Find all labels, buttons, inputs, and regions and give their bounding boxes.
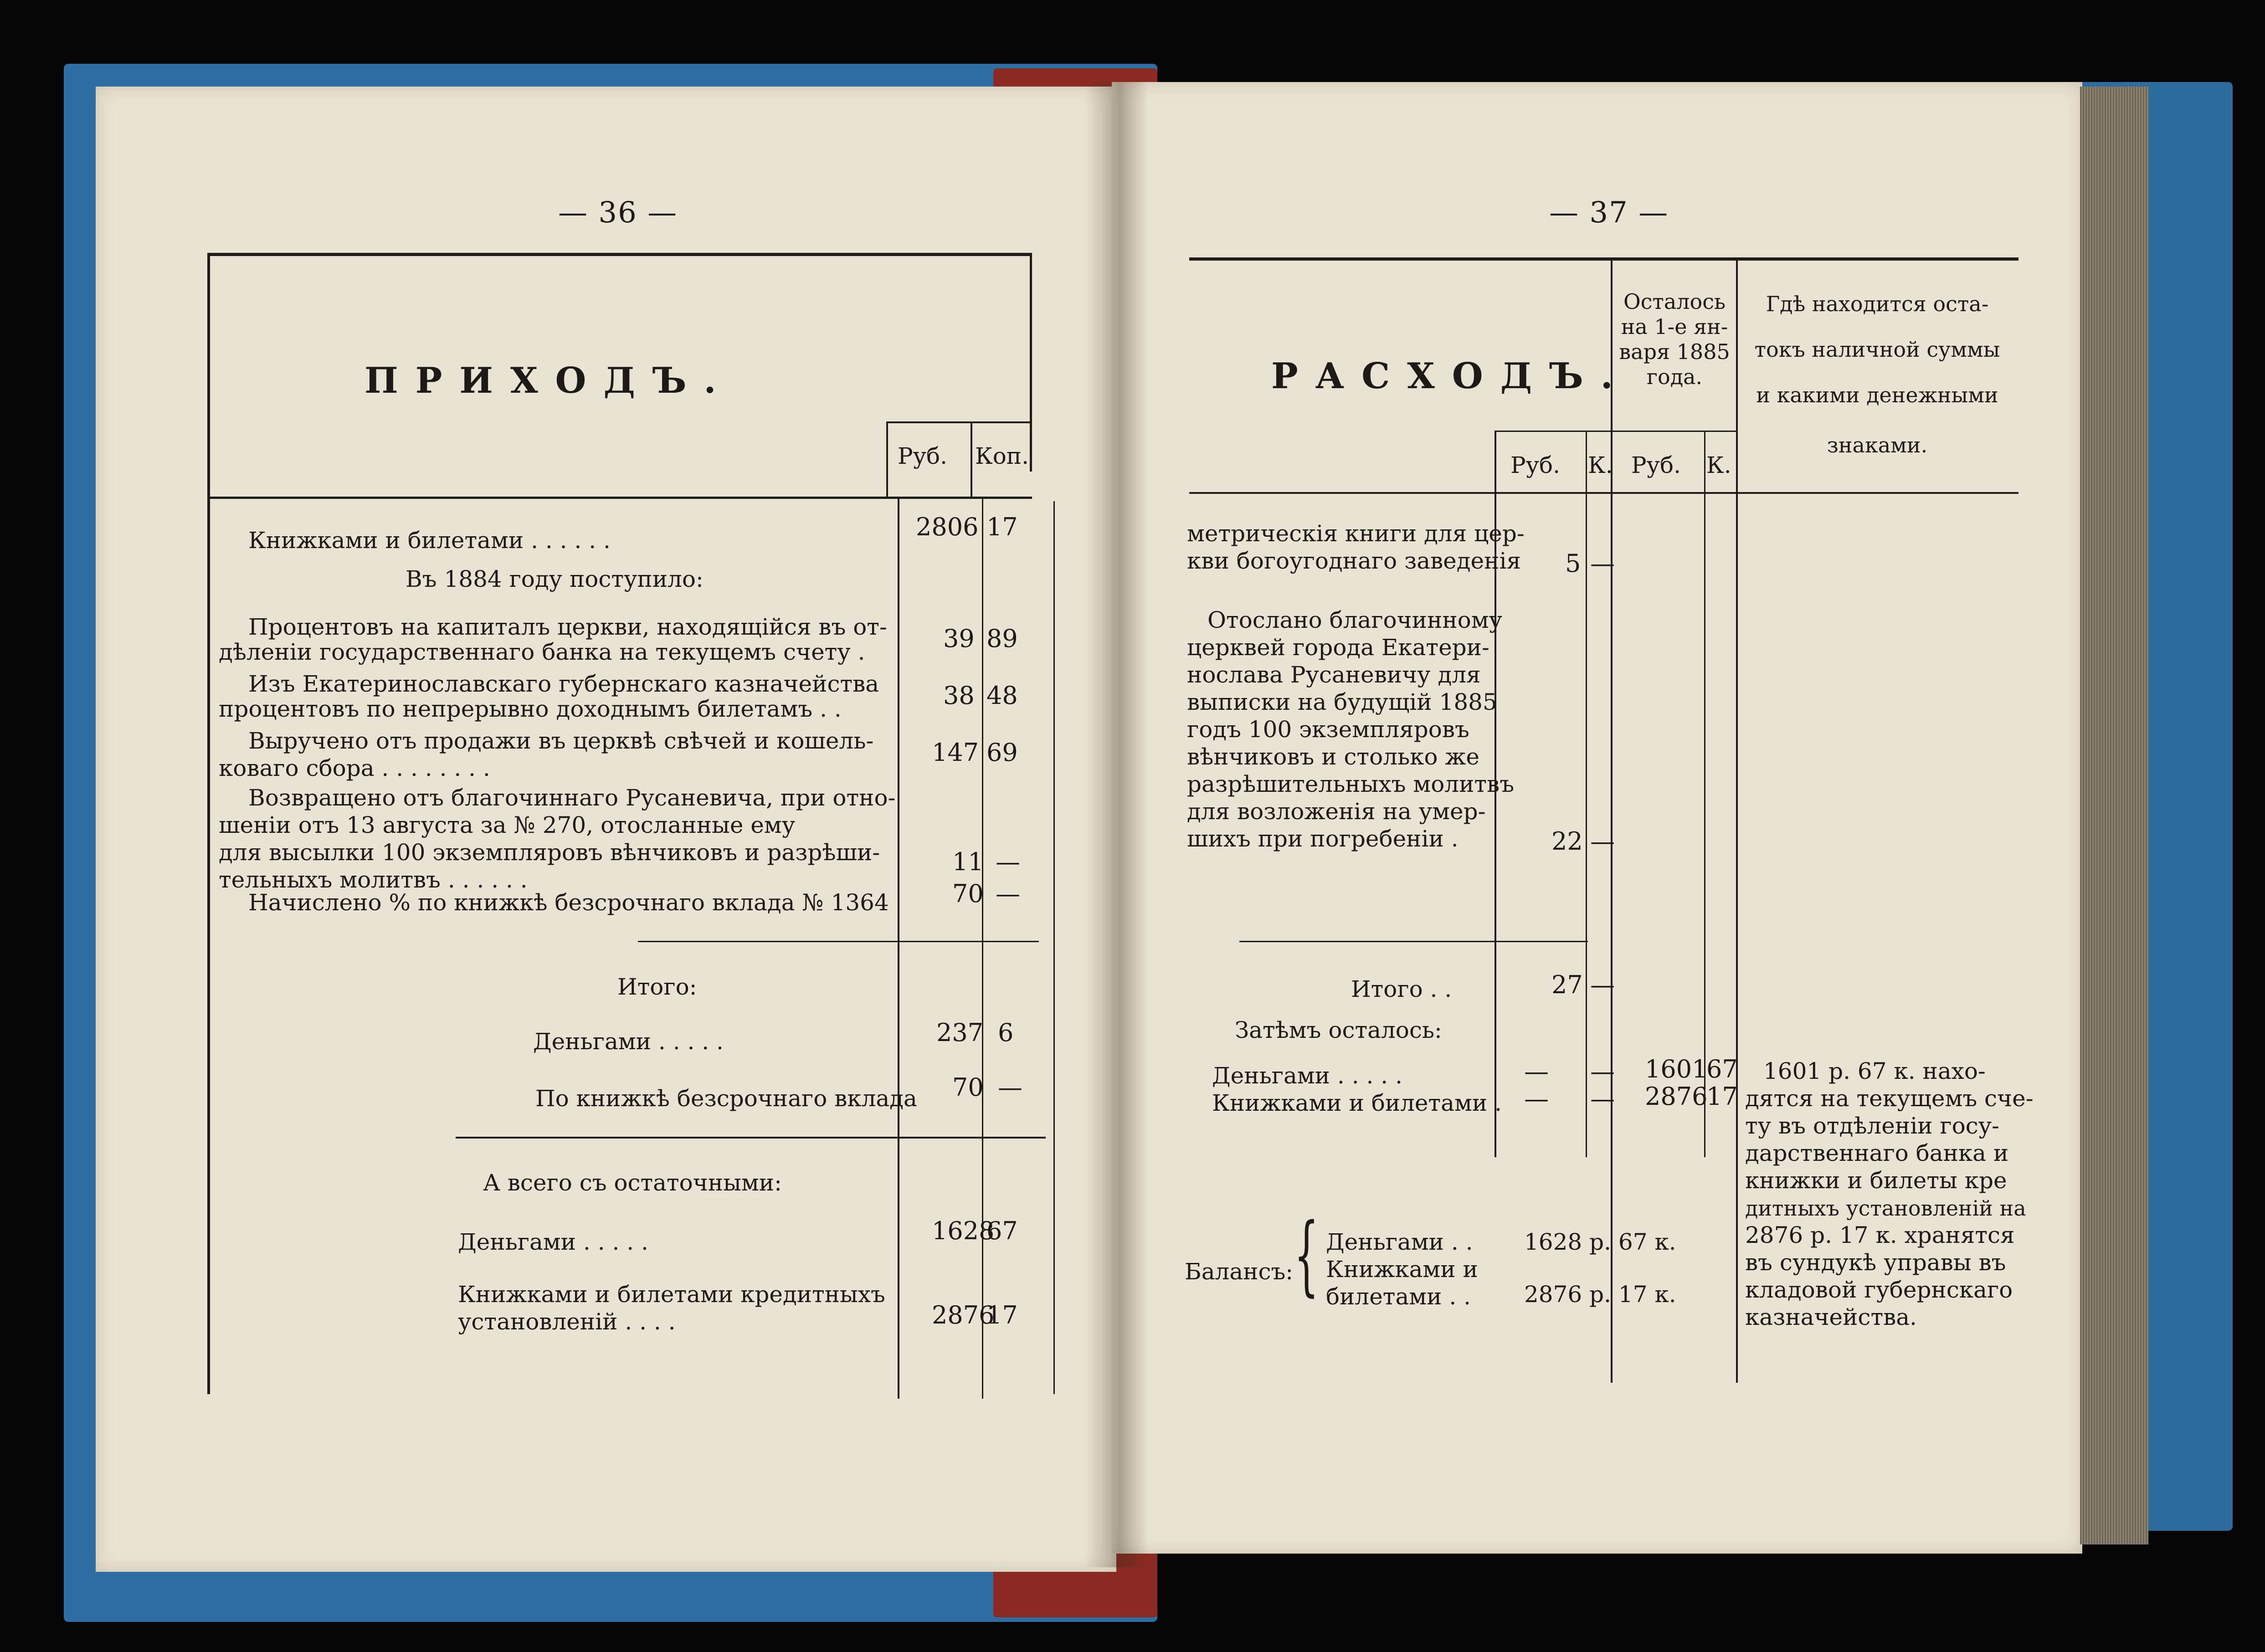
col-divider: [898, 497, 899, 1399]
row-label: Выручено отъ продажи въ церквѣ свѣчей и кошель-: [248, 728, 874, 754]
book-gutter: [1084, 82, 1148, 1567]
dengami-ost-k: 67: [1706, 1055, 1738, 1083]
entry-label-cont: церквей города Екатери-: [1187, 634, 1489, 661]
row-rub: 39: [943, 624, 975, 653]
gde-header: знаками.: [1827, 433, 1928, 457]
subtotal-rule: [1239, 941, 1588, 942]
gde-text-line: книжки и билеты кре: [1745, 1167, 2007, 1194]
gde-text-line: дятся на текущемъ сче-: [1745, 1085, 2034, 1112]
row-rub: 38: [943, 681, 975, 710]
col-divider: [1053, 501, 1055, 1394]
knizhke-label: По книжкѣ безсрочнаго вклада: [535, 1085, 917, 1112]
dengami-k: —: [1590, 1057, 1615, 1086]
entry-label-cont: для возложенiя на умер-: [1187, 798, 1486, 825]
total-dengami-rub: 1628: [932, 1216, 995, 1245]
page-fore-edge: [2080, 87, 2148, 1544]
entry-rub: 5: [1565, 549, 1581, 578]
itogo-rub: 27: [1551, 970, 1583, 999]
gde-text-line: кладовой губернскаго: [1745, 1277, 2013, 1303]
row-label-cont: для высылки 100 экземпляровъ вѣнчиковъ и разрѣши-: [219, 839, 880, 866]
gde-header: и какими денежными: [1756, 383, 1998, 407]
balans-knizh-value: 2876 р. 17 к.: [1524, 1281, 1676, 1308]
row-rub: 2806: [916, 513, 979, 541]
knizhke-rub: 70: [952, 1073, 984, 1102]
col-divider: [1704, 431, 1705, 1157]
row-rub: 147: [932, 738, 979, 767]
row-kop: 48: [986, 681, 1018, 710]
entry-label-cont: кви богоугоднаго заведенiя: [1187, 548, 1521, 574]
row-label-cont: дѣленiи государственнаго банка на текущемъ счету .: [219, 639, 865, 665]
header-bottom-rule: [207, 497, 1032, 499]
ostalos-header: варя 1885: [1619, 339, 1730, 364]
col-divider: [971, 421, 972, 497]
col-divider: [1611, 257, 1613, 1383]
gde-text-line: дитныхъ установленiй на: [1745, 1196, 2026, 1221]
total-dengami-label: Деньгами . . . . .: [458, 1229, 648, 1255]
balans-knizh-cont: билетами . .: [1326, 1283, 1471, 1310]
dengami-rub: 237: [936, 1018, 984, 1047]
table-top-rule: [1189, 257, 2018, 261]
balans-dengami: Деньгами . .: [1326, 1229, 1473, 1255]
entry-label-cont: вѣнчиковъ и столько же: [1187, 744, 1480, 770]
row-label-cont: процентовъ по непрерывно доходнымъ билетамъ . .: [219, 696, 842, 722]
total-knizh-kop: 17: [986, 1301, 1018, 1329]
itogo-label: Итого:: [617, 974, 697, 1000]
entry-label-cont: годъ 100 экземпляровъ: [1187, 716, 1469, 743]
row-rub: 70: [952, 879, 984, 908]
balans-dengami-value: 1628 р. 67 к.: [1524, 1229, 1676, 1255]
row-label-cont: шенiи отъ 13 августа за № 270, отосланные ему: [219, 812, 796, 838]
entry-label: метрическiя книги для цер-: [1187, 520, 1525, 547]
itogo-kop: —: [1590, 970, 1615, 999]
knizh-label: Книжками и билетами .: [1212, 1090, 1502, 1116]
row-label: Изъ Екатеринославскаго губернскаго казначейства: [248, 671, 879, 697]
left-page-title: ПРИХОДЪ.: [365, 360, 734, 401]
total-knizh-label: Книжками и билетами кредитныхъ: [458, 1281, 885, 1308]
gde-header: Гдѣ находится оста-: [1766, 292, 1989, 316]
itogo-label: Итого . .: [1351, 976, 1452, 1002]
col-rub-header: Руб.: [898, 443, 948, 469]
header-bottom-rule: [1189, 492, 2018, 494]
col-divider: [982, 497, 983, 1399]
knizh-k: —: [1590, 1084, 1615, 1113]
page-number-right: — 37 —: [1549, 196, 1669, 230]
dengami-label: Деньгами . . . . .: [1212, 1062, 1402, 1089]
row-kop: 89: [986, 624, 1018, 653]
entry-rub: 22: [1551, 827, 1583, 856]
total-knizh-rub: 2876: [932, 1301, 995, 1329]
row-label-cont: коваго сбора . . . . . . . .: [219, 755, 490, 781]
ostalos-rub-header: Руб.: [1631, 452, 1681, 478]
entry-label-cont: шихъ при погребенiи .: [1187, 826, 1459, 852]
dengami-ost-rub: 1601: [1645, 1055, 1708, 1083]
subtotal-rule: [638, 941, 1039, 942]
row-kop: 69: [986, 738, 1018, 767]
balans-knizh: Книжками и: [1326, 1256, 1478, 1283]
gde-header: токъ наличной суммы: [1754, 337, 2000, 362]
dengami-kop: 6: [998, 1018, 1014, 1047]
page-number-left: — 36 —: [558, 196, 678, 230]
dengami-rub: —: [1524, 1057, 1549, 1086]
table-top-rule: [207, 253, 1032, 256]
col-kop-header: Коп.: [975, 443, 1029, 469]
gde-text-line: 2876 р. 17 к. хранятся: [1745, 1222, 2015, 1248]
row-label: Возвращено отъ благочиннаго Русаневича, при отно-: [248, 785, 896, 811]
right-page-title: РАСХОДЪ.: [1271, 355, 1630, 397]
vsego-label: А всего съ остаточными:: [483, 1170, 782, 1196]
dengami-label: Деньгами . . . . .: [533, 1028, 724, 1055]
brace-icon: {: [1294, 1205, 1319, 1305]
knizh-ost-k: 17: [1706, 1082, 1738, 1111]
entry-label-cont: выписки на будущiй 1885: [1187, 689, 1497, 715]
gde-text-line: 1601 р. 67 к. нахо-: [1763, 1058, 1986, 1084]
ostalos-header: года.: [1646, 364, 1703, 389]
total-dengami-kop: 67: [986, 1216, 1018, 1245]
row-label: Процентовъ на капиталъ церкви, находящiйся въ от-: [248, 614, 887, 640]
knizhke-kop: —: [998, 1073, 1022, 1102]
row-kop: —: [996, 879, 1020, 908]
entry-kop: —: [1590, 549, 1615, 578]
entry-label-cont: разрѣшительныхъ молитвъ: [1187, 771, 1515, 797]
row-label: Книжками и билетами . . . . . .: [248, 527, 611, 554]
balans-label: Балансъ:: [1185, 1258, 1294, 1285]
total-knizh-label-cont: установленiй . . . .: [458, 1308, 676, 1335]
col-divider: [886, 421, 888, 497]
gde-text-line: въ сундукѣ управы въ: [1745, 1249, 2006, 1276]
entry-label: Отослано благочинному: [1207, 607, 1503, 633]
row-rub: 11: [952, 847, 984, 876]
zatem-label: Затѣмъ осталось:: [1235, 1017, 1442, 1043]
knizh-ost-rub: 2876: [1645, 1082, 1708, 1111]
row-label-cont: тельныхъ молитвъ . . . . . .: [219, 867, 528, 893]
col-divider: [1736, 257, 1738, 1383]
row-label: Начислено % по книжкѣ безсрочнаго вклада № 1364: [248, 889, 889, 916]
table-right-rule: [1030, 253, 1032, 472]
row-kop: —: [996, 847, 1020, 876]
header-rule: [886, 421, 1032, 423]
gde-text-line: дарственнаго банка и: [1745, 1140, 2009, 1166]
col-k-header: К.: [1588, 452, 1613, 478]
ostalos-k-header: К.: [1706, 452, 1731, 478]
row-kop: 17: [986, 513, 1018, 541]
col-rub-header: Руб.: [1510, 452, 1561, 478]
gde-text-line: ту въ отдѣленiи госу-: [1745, 1113, 2000, 1139]
entry-kop: —: [1590, 827, 1615, 856]
knizh-rub: —: [1524, 1084, 1549, 1113]
gde-text-line: казначейства.: [1745, 1304, 1917, 1330]
total-rule: [456, 1137, 1046, 1139]
subheading: Въ 1884 году поступило:: [406, 566, 704, 592]
table-left-rule: [207, 253, 210, 1394]
col-divider: [1586, 431, 1587, 1157]
header-rule: [1495, 431, 1736, 432]
ostalos-header: на 1-е ян-: [1621, 314, 1728, 339]
entry-label-cont: нослава Русаневичу для: [1187, 662, 1481, 688]
ostalos-header: Осталось: [1623, 289, 1726, 314]
